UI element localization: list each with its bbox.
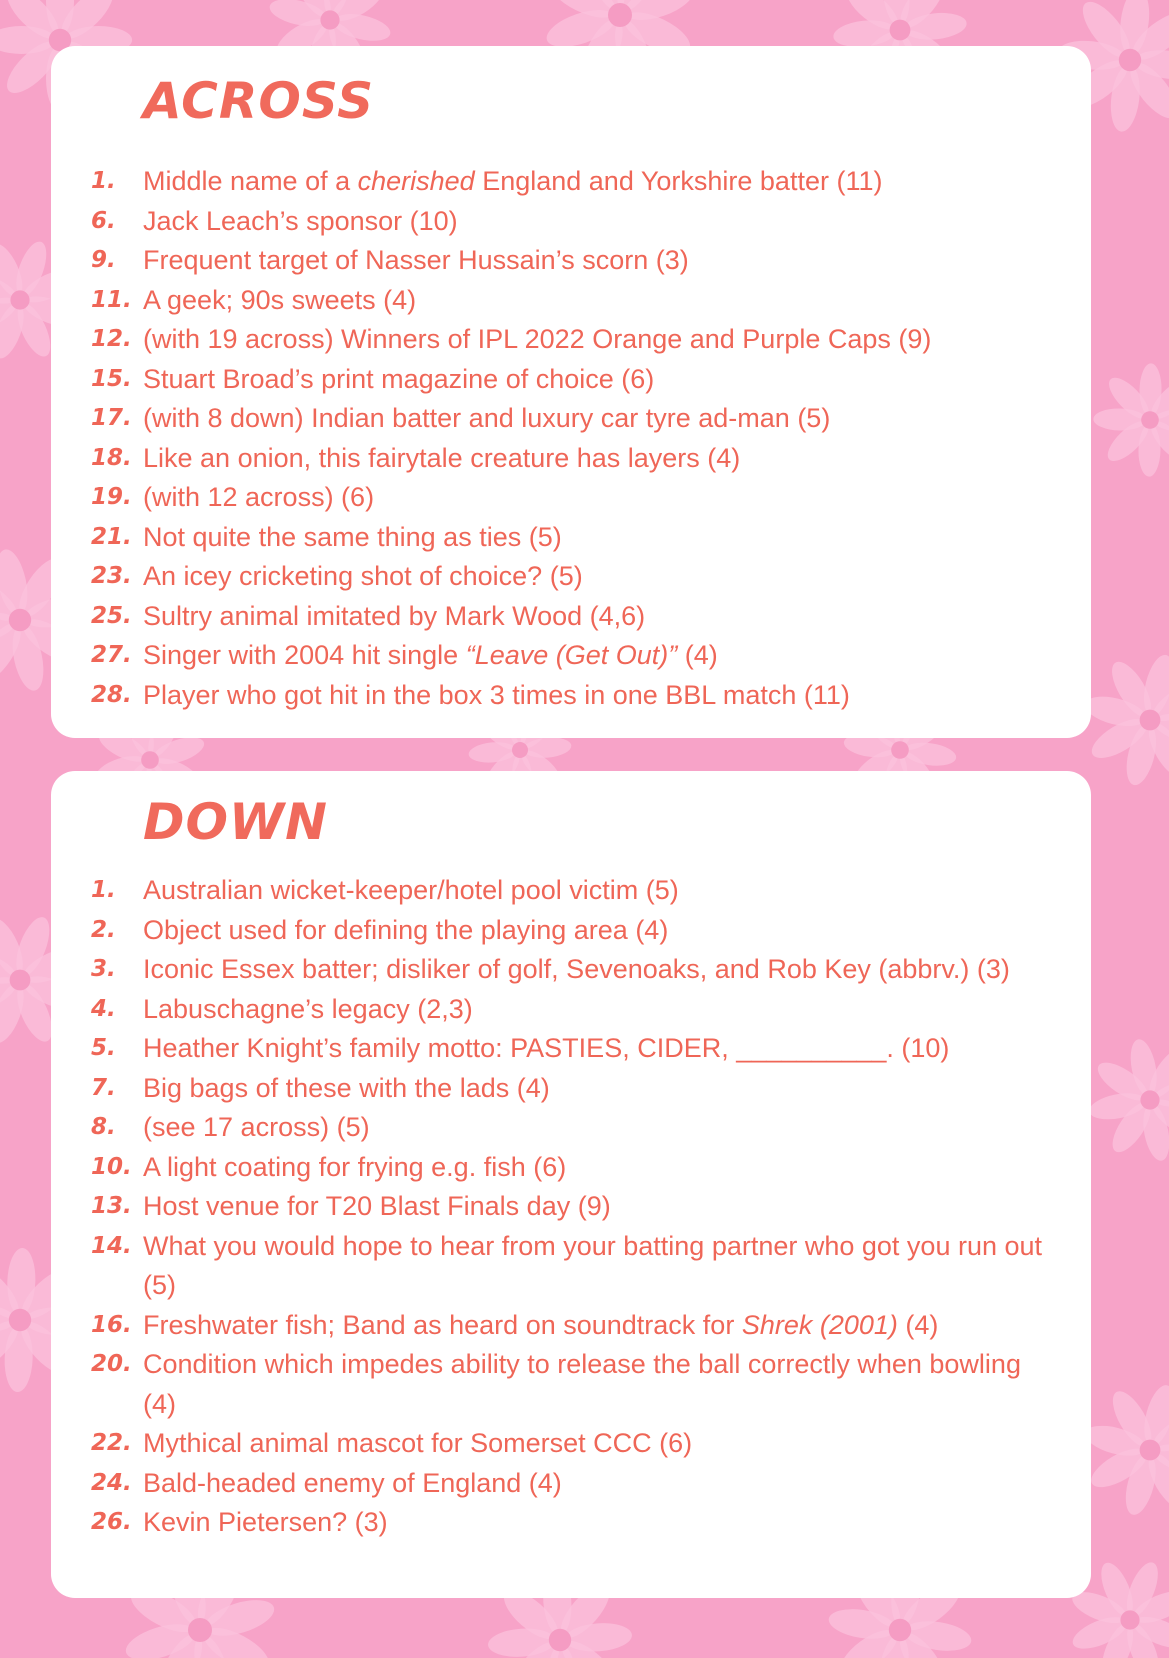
clue-text-pre: Iconic Essex batter; disliker of golf, Sevenoaks, and Rob Key (abbrv.) (3) (143, 954, 1010, 984)
clue-number: 14. (91, 1232, 132, 1259)
daisy-flower (1093, 363, 1169, 477)
clue-text (143, 871, 1091, 911)
clue-text (143, 162, 1091, 202)
down-clue (91, 1227, 1091, 1306)
clue-number: 28. (91, 681, 132, 708)
clue-number: 21. (91, 523, 132, 550)
across-clue (91, 557, 1091, 597)
across-heading: ACROSS (143, 72, 375, 130)
clue-text-post: (4) (677, 640, 718, 670)
clue-number: 26. (91, 1509, 132, 1535)
clue-text (143, 1187, 1091, 1227)
clue-number: 2. (91, 916, 116, 943)
clue-text (143, 1108, 1091, 1148)
clue-text (143, 1306, 1091, 1346)
clue-text-pre: Frequent target of Nasser Hussain’s scorn (3) (143, 245, 689, 275)
clue-text-pre: Like an onion, this fairytale creature has layers (4) (143, 442, 741, 473)
clue-text (143, 360, 1091, 400)
clue-text-em: Shrek (2001) (741, 1309, 898, 1340)
clue-text-pre: (with 12 across) (6) (143, 482, 375, 512)
clue-text-pre: Jack Leach’s sponsor (10) (143, 205, 458, 236)
down-heading: DOWN (143, 793, 329, 851)
daisy-flower (1082, 1382, 1169, 1518)
clue-text (143, 636, 1091, 676)
across-clue (91, 202, 1091, 242)
clue-text (143, 518, 1091, 558)
clue-text-pre: Player who got hit in the box 3 times in one BBL match (11) (143, 679, 850, 710)
clue-number: 20. (91, 1351, 132, 1377)
clue-text-em: cherished (357, 166, 475, 196)
clue-text (143, 557, 1091, 597)
clue-text-pre: Not quite the same thing as ties (5) (143, 521, 562, 552)
down-clue (91, 1464, 1091, 1504)
clue-text (143, 1503, 1091, 1543)
clue-number: 16. (91, 1311, 132, 1338)
clue-text-em: “Leave (Get Out)” (465, 640, 678, 670)
clue-number: 7. (91, 1074, 116, 1101)
down-clue (91, 950, 1091, 990)
across-clue (91, 439, 1091, 479)
down-clue (91, 1029, 1091, 1069)
across-clue (91, 320, 1091, 360)
clue-text (143, 990, 1091, 1030)
clue-number: 1. (91, 168, 116, 194)
clue-text-pre: (with 19 across) Winners of IPL 2022 Orange and Purple Caps (9) (143, 324, 932, 354)
clue-text (143, 281, 1091, 321)
clue-text-pre: Australian wicket-keeper/hotel pool victim (5) (143, 875, 679, 905)
clue-text-pre: (with 8 down) Indian batter and luxury car tyre ad-man (5) (143, 403, 831, 433)
clue-number: 9. (91, 247, 116, 273)
across-clue (91, 360, 1091, 400)
clue-text-pre: Big bags of these with the lads (4) (143, 1072, 550, 1103)
clue-text-post: England and Yorkshire batter (11) (474, 166, 883, 196)
clue-text (143, 202, 1091, 242)
clue-number: 17. (91, 405, 132, 431)
clue-text (143, 1345, 1091, 1424)
clue-text (143, 1148, 1091, 1188)
down-clue (91, 911, 1091, 951)
clue-text (143, 241, 1091, 281)
across-clue-list (91, 162, 1091, 715)
clue-number: 22. (91, 1430, 132, 1456)
down-clue (91, 1503, 1091, 1543)
clue-text (143, 676, 1091, 716)
across-clue (91, 636, 1091, 676)
daisy-flower (1082, 652, 1169, 788)
clue-text (143, 1069, 1091, 1109)
down-clue (91, 1148, 1091, 1188)
clue-number: 15. (91, 365, 132, 392)
clue-text-pre: Object used for defining the playing area (4) (143, 914, 669, 945)
across-card (51, 46, 1091, 738)
clue-number: 8. (91, 1114, 116, 1140)
clue-number: 18. (91, 444, 132, 471)
across-clue (91, 281, 1091, 321)
clue-text-pre: Heather Knight’s family motto: PASTIES, CIDER, __________. (10) (143, 1033, 950, 1063)
clue-text (143, 1029, 1091, 1069)
clue-text-pre: What you would hope to hear from your batting partner who got you run out (5) (143, 1230, 1043, 1300)
down-clue-list (91, 871, 1091, 1543)
across-clue (91, 241, 1091, 281)
clue-text-pre: Host venue for T20 Blast Finals day (9) (143, 1191, 611, 1221)
clue-text (143, 1227, 1091, 1306)
across-clue (91, 478, 1091, 518)
clue-number: 11. (91, 286, 132, 313)
down-clue (91, 1345, 1091, 1424)
clue-text (143, 597, 1091, 637)
clue-text (143, 911, 1091, 951)
clue-text (143, 1464, 1091, 1504)
clue-number: 1. (91, 877, 116, 903)
clue-number: 24. (91, 1469, 132, 1496)
clue-text-post: (4) (897, 1309, 939, 1340)
clue-number: 4. (91, 995, 116, 1022)
down-card (51, 771, 1091, 1598)
clue-text-pre: An icey cricketing shot of choice? (5) (143, 561, 583, 591)
down-clue (91, 1108, 1091, 1148)
across-clue (91, 597, 1091, 637)
down-clue (91, 871, 1091, 911)
clue-text-pre: (see 17 across) (5) (143, 1112, 370, 1142)
down-clue (91, 1187, 1091, 1227)
clue-text-pre: Sultry animal imitated by Mark Wood (4,6) (143, 600, 646, 631)
clue-number: 5. (91, 1035, 116, 1061)
clue-text (143, 478, 1091, 518)
clue-number: 6. (91, 207, 116, 234)
clue-text-pre: Mythical animal mascot for Somerset CCC (6) (143, 1428, 693, 1458)
clue-text-pre: Middle name of a (143, 166, 358, 196)
clue-text-pre: Bald-headed enemy of England (4) (143, 1467, 562, 1498)
clue-number: 27. (91, 642, 132, 668)
clue-number: 10. (91, 1153, 132, 1180)
across-clue (91, 518, 1091, 558)
clue-text-pre: Stuart Broad’s print magazine of choice (6) (143, 363, 655, 394)
down-clue (91, 1424, 1091, 1464)
down-clue (91, 1069, 1091, 1109)
clue-text (143, 950, 1091, 990)
clue-number: 23. (91, 563, 132, 589)
clue-text (143, 399, 1091, 439)
clue-text-pre: A light coating for frying e.g. fish (6) (143, 1151, 567, 1182)
clue-number: 13. (91, 1193, 132, 1219)
clue-text-pre: Freshwater fish; Band as heard on soundtrack for (143, 1309, 742, 1340)
clue-number: 12. (91, 326, 132, 352)
across-clue (91, 399, 1091, 439)
clue-text (143, 439, 1091, 479)
clue-text (143, 1424, 1091, 1464)
clue-number: 3. (91, 956, 116, 982)
clue-text-pre: Singer with 2004 hit single (143, 640, 466, 670)
down-clue (91, 1306, 1091, 1346)
across-clue (91, 162, 1091, 202)
clue-text-pre: Kevin Pietersen? (3) (143, 1507, 388, 1537)
clue-text-pre: Condition which impedes ability to release the ball correctly when bowling (4) (143, 1349, 1021, 1419)
clue-text-pre: A geek; 90s sweets (4) (143, 284, 417, 315)
clue-number: 19. (91, 484, 132, 510)
clue-text (143, 320, 1091, 360)
clue-number: 25. (91, 602, 132, 629)
clue-text-pre: Labuschagne’s legacy (2,3) (143, 993, 473, 1024)
across-clue (91, 676, 1091, 716)
daisy-flower (1087, 1037, 1169, 1163)
down-clue (91, 990, 1091, 1030)
